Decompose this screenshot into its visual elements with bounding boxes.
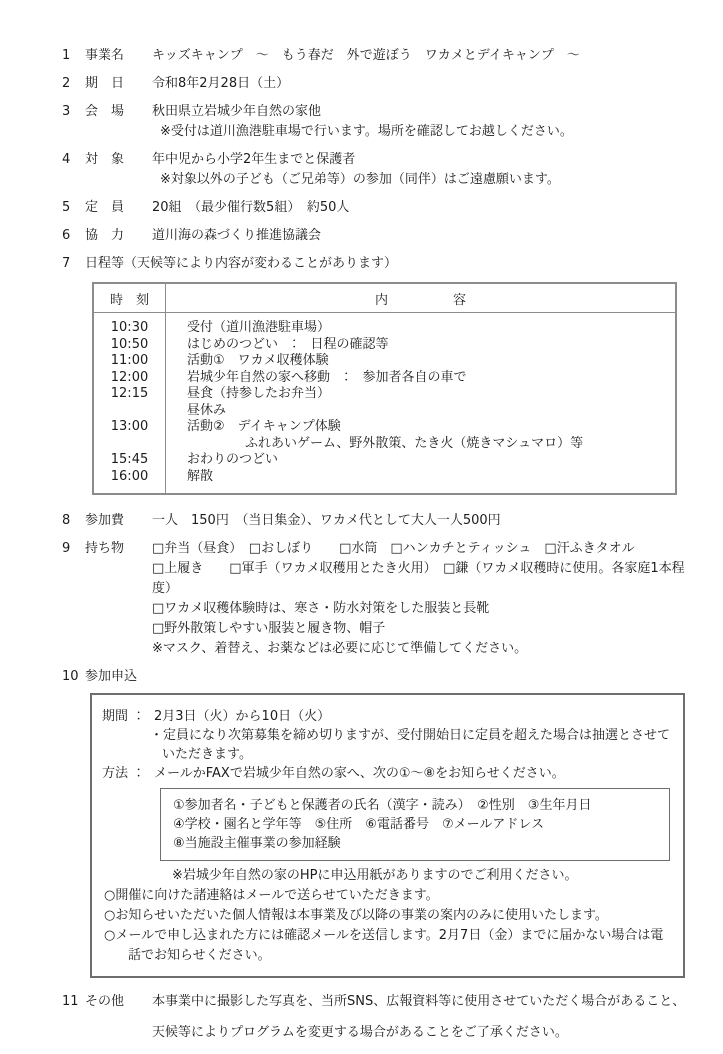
application-period-label: 期間 ： — [102, 709, 146, 724]
application-period-note: ・定員になり次第募集を締め切りますが、受付開始日に定員を超えた場合は抽選とさせていただきます。 — [150, 728, 671, 762]
application-bullet: ○メールで申し込まれた方には確認メールを送信します。2月7日（金）までに届かない場合は電話でお知らせください。 — [104, 928, 664, 963]
schedule-time: 12:15 — [110, 386, 149, 401]
date-text: 令和8年2月28日（土） — [152, 76, 290, 91]
item-application — [62, 667, 687, 687]
item-fee — [62, 511, 687, 531]
schedule-content: 受付（道川漁港駐車場） — [187, 320, 331, 335]
item-number: 6 — [62, 228, 71, 243]
others-text-line: 天候等によりプログラムを変更する場合があることをご了承ください。 — [152, 1025, 568, 1040]
schedule-content: 活動① ワカメ収穫体験 — [187, 353, 329, 368]
item-label: 会 場 — [85, 104, 125, 119]
application-hp-note: ※岩城少年自然の家のHPに申込用紙がありますのでご利用ください。 — [172, 868, 578, 883]
item-number: 2 — [62, 76, 71, 91]
schedule-content: 活動② デイキャンプ体験 — [187, 419, 341, 434]
schedule-time: 11:00 — [110, 353, 149, 368]
application-bullet: ○開催に向けた諸連絡はメールで送らせていただきます。 — [104, 888, 439, 903]
required-info-line: ⑧当施設主催事業の参加経験 — [173, 836, 341, 851]
belongings-line: □野外散策しやすい服装と履き物、帽子 — [152, 621, 386, 636]
others-text-line: 本事業中に撮影した写真を、当所SNS、広報資料等に使用させていただく場合があること、 — [152, 994, 686, 1009]
item-label: 協 力 — [85, 228, 125, 243]
application-period-row — [102, 707, 671, 726]
belongings-line: □上履き □軍手（ワカメ収穫用とたき火用） □鎌（ワカメ収穫時に使用。各家庭1本程度） — [152, 561, 685, 596]
schedule-time: 13:00 — [110, 419, 149, 434]
item-label: 期 日 — [85, 76, 125, 91]
cooperation-text: 道川海の森づくり推進協議会 — [152, 228, 322, 243]
project-name-text: キッズキャンプ ～ もう春だ 外で遊ぼう ワカメとデイキャンプ ～ — [152, 48, 580, 63]
item-others — [62, 992, 687, 1054]
application-method-value: メールかFAXで岩城少年自然の家へ、次の①～⑧をお知らせください。 — [154, 766, 565, 781]
item-schedule-heading — [62, 254, 687, 274]
item-number: 4 — [62, 152, 71, 167]
belongings-note: ※マスク、着替え、お薬などは必要に応じて準備してください。 — [152, 641, 528, 656]
item-number: 7 — [62, 256, 71, 271]
item-capacity — [62, 198, 687, 218]
schedule-time: 15:45 — [110, 452, 149, 467]
application-method-label: 方法 ： — [102, 766, 146, 781]
item-label: 定 員 — [85, 200, 125, 215]
belongings-line: □ワカメ収穫体験時は、寒さ・防水対策をした服装と長靴 — [152, 601, 490, 616]
schedule-content: はじめのつどい ： 日程の確認等 — [187, 336, 389, 352]
item-label: 参加費 — [85, 513, 125, 528]
schedule-content: 解散 — [187, 468, 214, 484]
application-box — [90, 693, 685, 978]
schedule-time: 16:00 — [110, 468, 149, 484]
schedule-content: ふれあいゲーム、野外散策、たき火（焼きマシュマロ）等 — [245, 435, 584, 451]
schedule-time — [94, 403, 165, 420]
item-number: 1 — [62, 48, 71, 63]
schedule-content: 昼食（持参したお弁当） — [187, 386, 331, 401]
schedule-content-column — [166, 313, 675, 493]
schedule-table-header — [94, 284, 675, 313]
schedule-time: 10:30 — [110, 320, 149, 335]
schedule-time: 12:00 — [110, 369, 149, 385]
schedule-header-time: 時 刻 — [94, 284, 166, 312]
item-target — [62, 150, 687, 190]
item-label: 持ち物 — [85, 541, 125, 556]
item-venue — [62, 102, 687, 142]
schedule-table-body — [94, 313, 675, 493]
schedule-time: 10:50 — [110, 336, 149, 352]
item-number: 9 — [62, 541, 71, 556]
item-label: 対 象 — [85, 152, 125, 167]
item-date — [62, 74, 687, 94]
item-project-name — [62, 46, 687, 66]
schedule-time — [94, 436, 165, 453]
schedule-content: 昼休み — [187, 402, 227, 418]
item-label: その他 — [85, 994, 125, 1009]
capacity-text: 20組 （最少催行数5組） 約50人 — [152, 200, 350, 215]
schedule-table — [92, 282, 677, 495]
fee-text: 一人 150円 （当日集金）、ワカメ代として大人一人500円 — [152, 513, 501, 528]
required-info-line: ④学校・園名と学年等 ⑤住所 ⑥電話番号 ⑦メールアドレス — [173, 817, 544, 832]
schedule-time-column — [94, 313, 166, 493]
item-belongings — [62, 539, 687, 659]
application-period-value: 2月3日（火）から10日（火） — [154, 709, 331, 724]
item-cooperation — [62, 226, 687, 246]
item-label: 事業名 — [85, 48, 125, 63]
venue-note: ※受付は道川漁港駐車場で行います。場所を確認してお越しください。 — [160, 124, 573, 139]
schedule-content: 岩城少年自然の家へ移動 ： 参加者各自の車で — [187, 369, 467, 385]
item-number: 10 — [62, 669, 79, 684]
application-bullet: ○お知らせいただいた個人情報は本事業及び以降の事業の案内のみに使用いたします。 — [104, 908, 608, 923]
item-label: 参加申込 — [85, 669, 138, 684]
schedule-header-content: 内 容 — [374, 292, 466, 308]
item-number: 3 — [62, 104, 71, 119]
required-info-line: ①参加者名・子どもと保護者の氏名（漢字・読み） ②性別 ③生年月日 — [173, 798, 592, 813]
schedule-content: おわりのつどい — [187, 452, 279, 467]
item-number: 5 — [62, 200, 71, 215]
item-number: 8 — [62, 513, 71, 528]
required-info-box — [160, 788, 670, 861]
item-number: 11 — [62, 994, 79, 1009]
schedule-heading-text: 日程等（天候等により内容が変わることがあります） — [85, 256, 398, 271]
venue-text: 秋田県立岩城少年自然の家他 — [152, 104, 322, 119]
belongings-line: □弁当（昼食） □おしぼり □水筒 □ハンカチとティッシュ □汗ふきタオル — [152, 541, 635, 556]
target-text: 年中児から小学2年生までと保護者 — [152, 152, 356, 167]
application-method-row — [102, 764, 671, 783]
target-note: ※対象以外の子ども（ご兄弟等）の参加（同伴）はご遠慮願います。 — [160, 172, 560, 187]
